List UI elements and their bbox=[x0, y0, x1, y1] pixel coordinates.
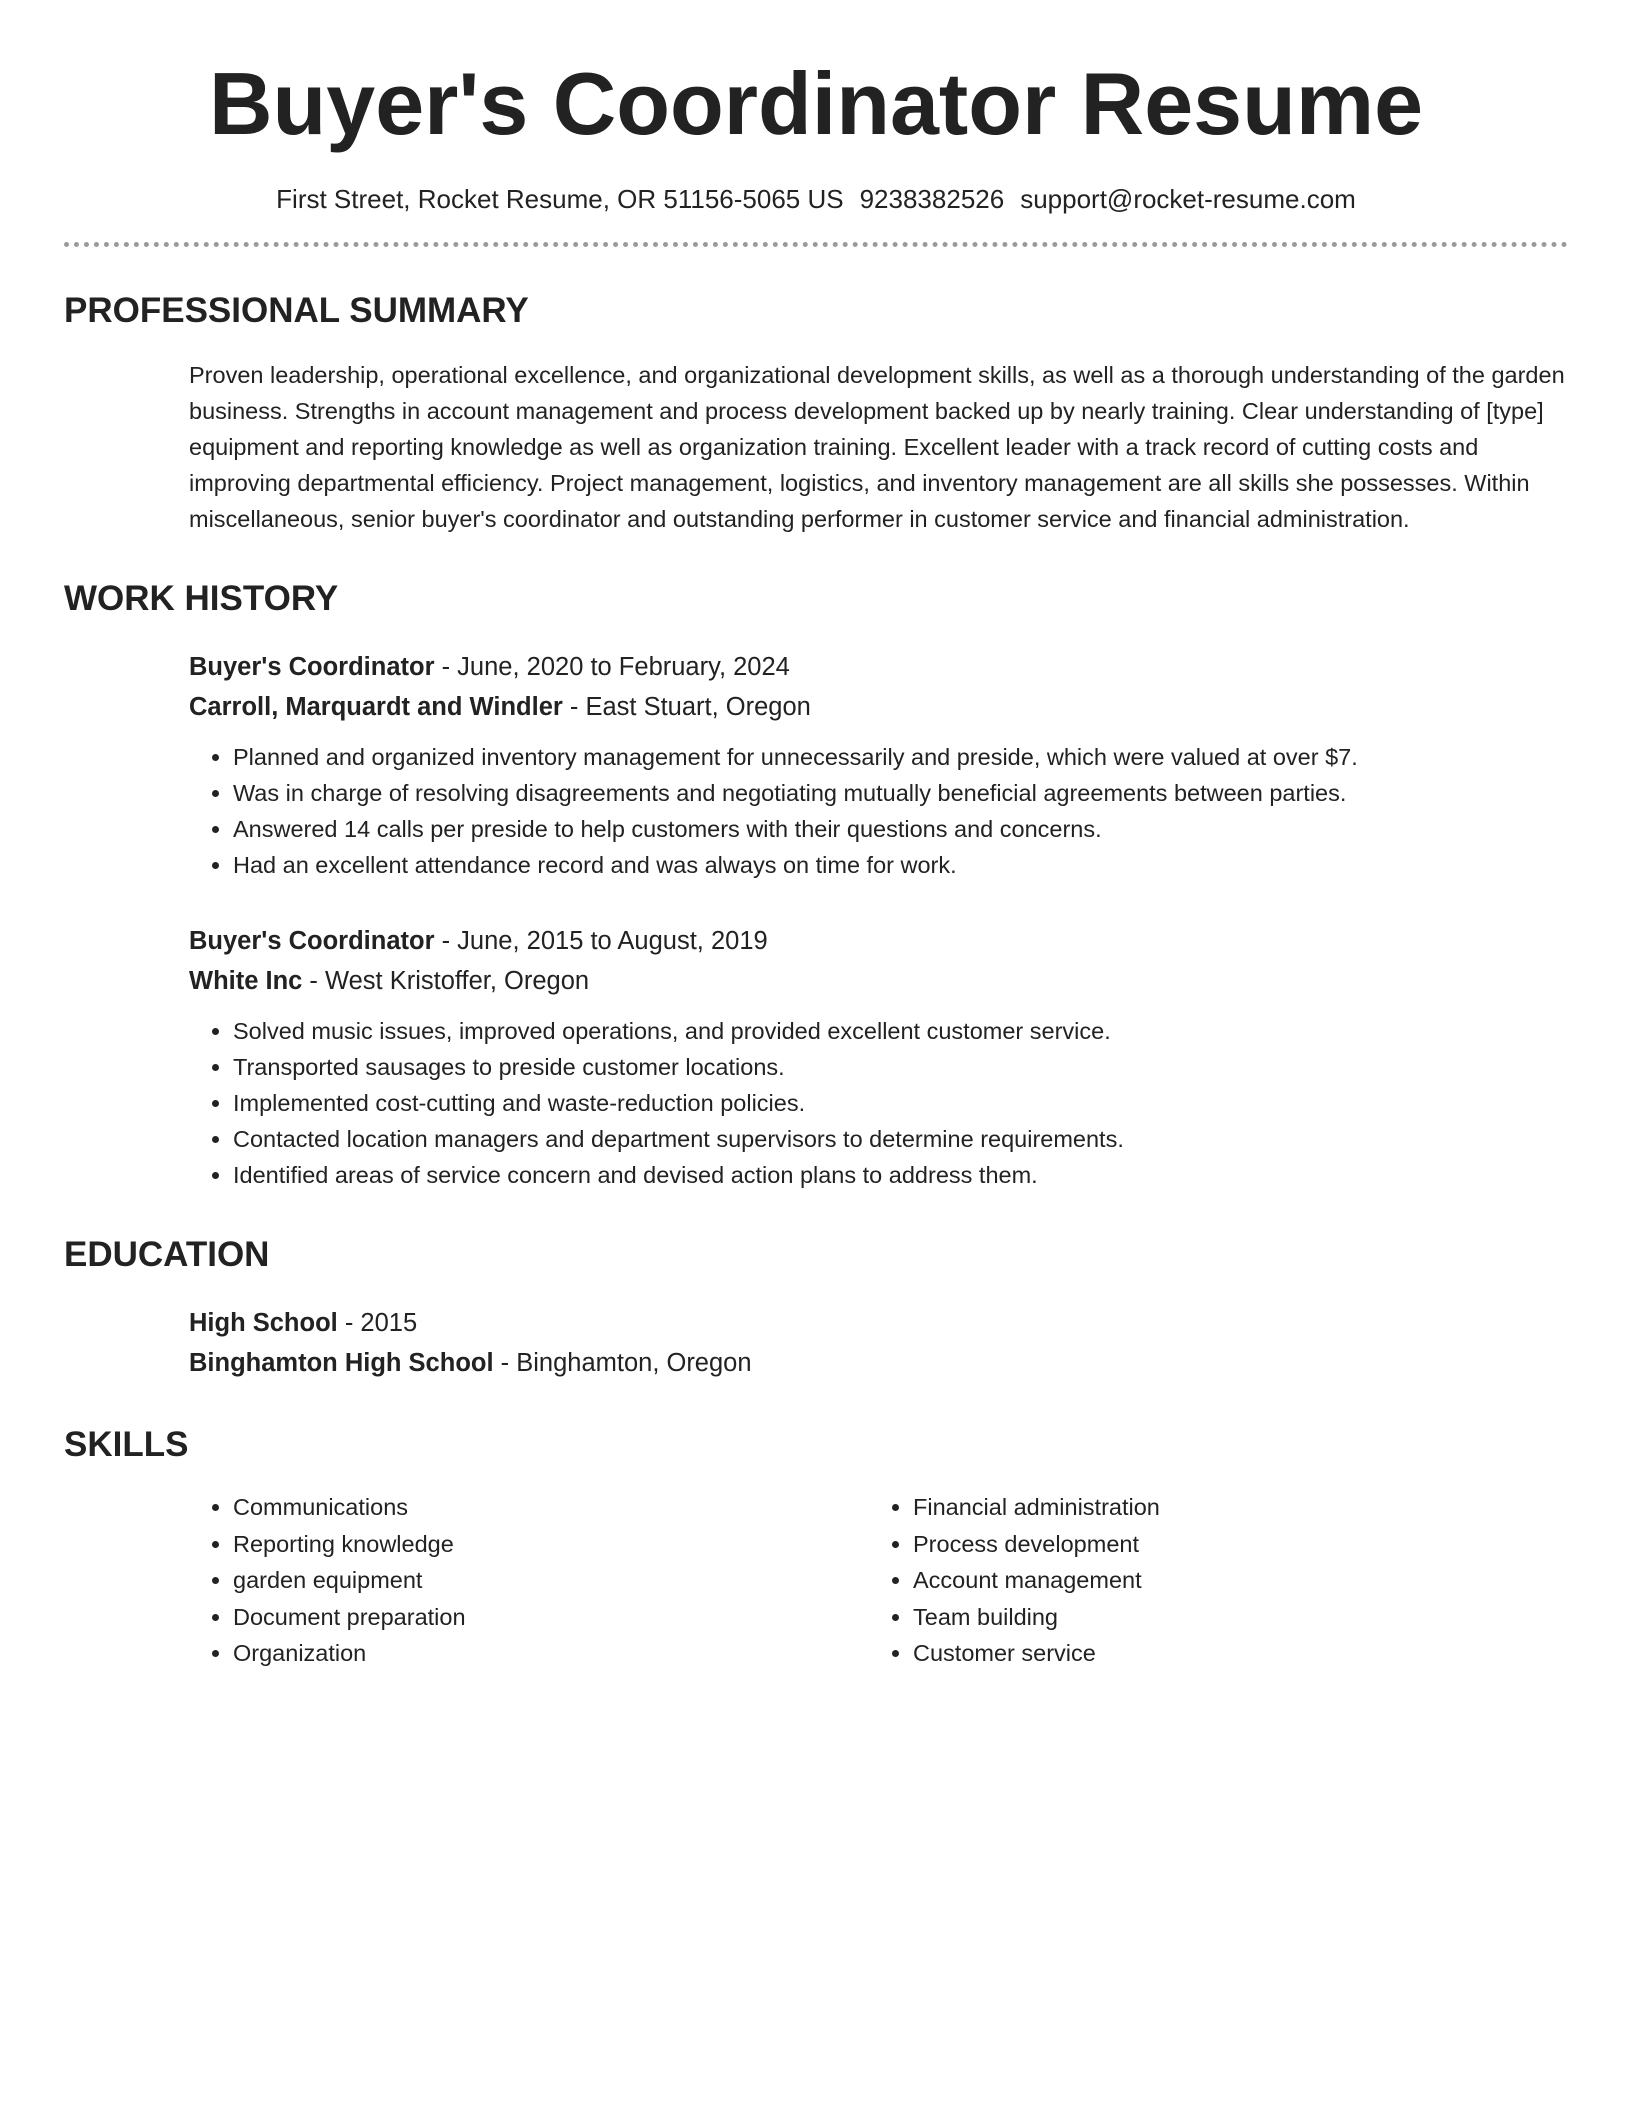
contact-line bbox=[64, 182, 1568, 216]
job-company: Carroll, Marquardt and Windler bbox=[189, 693, 563, 721]
list-item: • Identified areas of service concern and devised action plans to address them. bbox=[233, 1157, 1568, 1193]
list-item: • Solved music issues, improved operations, and provided excellent customer service. bbox=[233, 1013, 1568, 1049]
list-item: • Reporting knowledge bbox=[233, 1526, 869, 1563]
list-item: • Transported sausages to preside customer locations. bbox=[233, 1049, 1568, 1085]
job-title-line bbox=[189, 921, 1568, 961]
education-school: Binghamton High School bbox=[189, 1349, 494, 1377]
resume-header bbox=[64, 0, 1568, 216]
work-history-heading: WORK HISTORY bbox=[64, 579, 339, 618]
education-degree-line bbox=[189, 1303, 1568, 1343]
education-entry bbox=[189, 1303, 1568, 1383]
contact-phone: 9238382526 bbox=[859, 184, 1005, 214]
skills-column-left bbox=[189, 1489, 869, 1672]
job-location: - West Kristoffer, Oregon bbox=[302, 967, 590, 995]
job-company-line bbox=[189, 687, 1568, 727]
contact-address: First Street, Rocket Resume, OR 51156-5065 US bbox=[276, 184, 844, 214]
list-item: • Contacted location managers and department supervisors to determine requirements. bbox=[233, 1121, 1568, 1157]
skills-list-right bbox=[869, 1489, 1549, 1672]
job-entry bbox=[189, 921, 1568, 1193]
skills-column-right bbox=[869, 1489, 1549, 1672]
job-dates: - June, 2020 to February, 2024 bbox=[434, 653, 790, 681]
skills-grid bbox=[189, 1489, 1568, 1672]
resume-title: Buyer's Coordinator Resume bbox=[208, 54, 1424, 153]
summary-section bbox=[64, 289, 1568, 537]
list-item: • Customer service bbox=[913, 1635, 1549, 1672]
list-item: • Communications bbox=[233, 1489, 869, 1526]
job-title-line bbox=[189, 647, 1568, 687]
list-item: • Account management bbox=[913, 1562, 1549, 1599]
contact-email: support@rocket-resume.com bbox=[1020, 184, 1356, 214]
job-company-line bbox=[189, 961, 1568, 1001]
job-entry bbox=[189, 647, 1568, 883]
job-company: White Inc bbox=[189, 967, 303, 995]
work-history-section bbox=[64, 577, 1568, 1193]
education-degree: High School bbox=[189, 1309, 338, 1337]
summary-text: Proven leadership, operational excellence, and organizational development skills, as well as a thorough understanding of the garden business. Strengths in account management and process development backed up by nearly training. Clear understanding of [type] equipment and reporting knowledge as well as organization training. Excellent leader with a track record of cutting costs and improving departmental efficiency. Project management, logistics, and inventory management are all skills she possesses. Within miscellaneous, senior buyer's coordinator and outstanding performer in customer service and financial administration. bbox=[189, 362, 1565, 532]
header-divider bbox=[64, 242, 1568, 247]
list-item: • Answered 14 calls per preside to help customers with their questions and concerns. bbox=[233, 811, 1568, 847]
job-role: Buyer's Coordinator bbox=[189, 653, 435, 681]
list-item: • Document preparation bbox=[233, 1599, 869, 1636]
job-dates: - June, 2015 to August, 2019 bbox=[434, 927, 768, 955]
list-item: • Process development bbox=[913, 1526, 1549, 1563]
list-item: • Team building bbox=[913, 1599, 1549, 1636]
summary-heading: PROFESSIONAL SUMMARY bbox=[64, 291, 529, 330]
job-location: - East Stuart, Oregon bbox=[562, 693, 811, 721]
list-item: • Was in charge of resolving disagreements and negotiating mutually beneficial agreements between parties. bbox=[233, 775, 1568, 811]
education-location: - Binghamton, Oregon bbox=[493, 1349, 752, 1377]
education-heading: EDUCATION bbox=[64, 1235, 270, 1274]
education-school-line bbox=[189, 1343, 1568, 1383]
list-item: • garden equipment bbox=[233, 1562, 869, 1599]
job-bullets bbox=[189, 739, 1568, 883]
skills-section bbox=[64, 1423, 1568, 1672]
list-item: • Planned and organized inventory management for unnecessarily and preside, which were valued at over $7. bbox=[233, 739, 1568, 775]
skills-heading: SKILLS bbox=[64, 1425, 189, 1464]
job-bullets bbox=[189, 1013, 1568, 1193]
education-section bbox=[64, 1233, 1568, 1383]
list-item: • Implemented cost-cutting and waste-reduction policies. bbox=[233, 1085, 1568, 1121]
list-item: • Organization bbox=[233, 1635, 869, 1672]
job-role: Buyer's Coordinator bbox=[189, 927, 435, 955]
list-item: • Had an excellent attendance record and was always on time for work. bbox=[233, 847, 1568, 883]
skills-list-left bbox=[189, 1489, 869, 1672]
education-year: - 2015 bbox=[337, 1309, 418, 1337]
list-item: • Financial administration bbox=[913, 1489, 1549, 1526]
